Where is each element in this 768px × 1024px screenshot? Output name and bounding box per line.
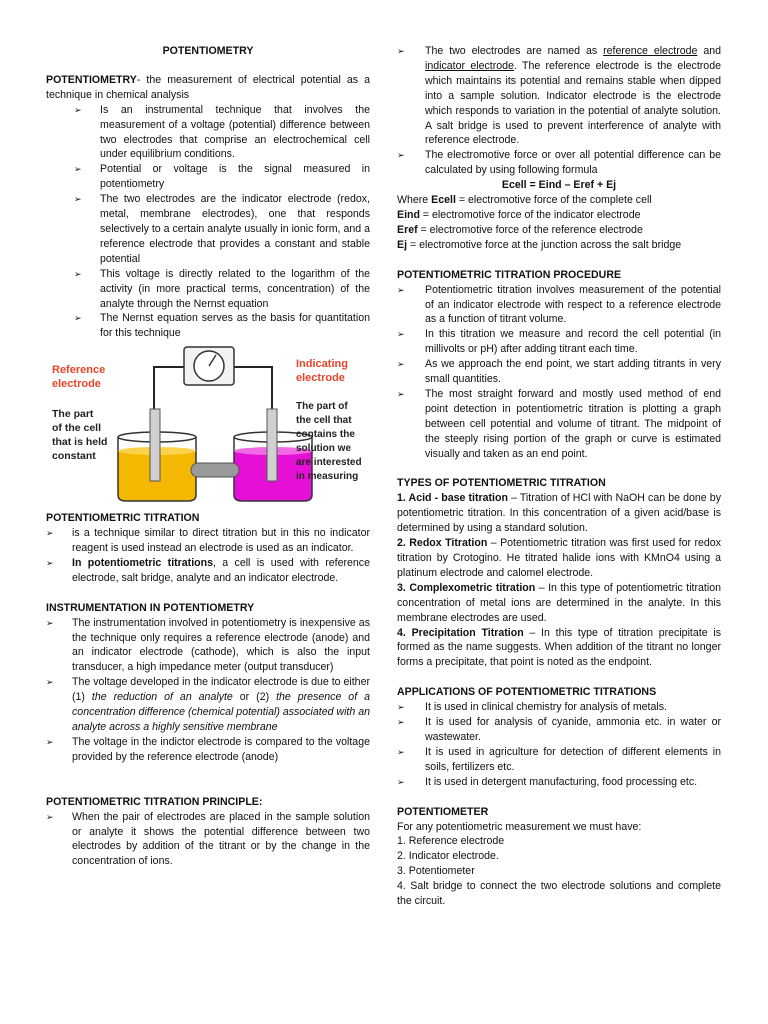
indicating-label-line2: electrode bbox=[296, 372, 345, 385]
section-heading-principle: POTENTIOMETRIC TITRATION PRINCIPLE: bbox=[46, 795, 263, 808]
numbered-item: 4. Salt bridge to connect the two electrode solutions and complete the circuit. bbox=[397, 880, 721, 908]
list-item: ➢ The most straight forward and mostly used method of end point detection in potentiometric titration is plotting a graph between cell potential and volume of titrant. The midpoint of the steeply rising portion of the graph or curve is estimated visually and taken as an end point. bbox=[397, 387, 721, 460]
definition-line: Ej = electromotive force at the junction across the salt bridge bbox=[397, 238, 682, 251]
arrow-bullet-icon: ➢ bbox=[46, 677, 54, 688]
cell-note-line: of the cell bbox=[52, 422, 102, 435]
page-title: POTENTIOMETRY bbox=[162, 45, 254, 57]
arrow-bullet-icon: ➢ bbox=[46, 617, 54, 628]
arrow-bullet-icon: ➢ bbox=[397, 717, 405, 728]
potentiometer-intro: For any potentiometric measurement we must have: bbox=[397, 820, 642, 833]
list-item: ➢ The electromotive force or over all potential difference can be calculated by using following formula bbox=[397, 149, 721, 177]
type-paragraph: 2. Redox Titration – Potentiometric titration was first used for redox titration by Crotogino. He titrated halide ions with KMnO4 using a platinum electrode and calomel electrode. bbox=[397, 537, 721, 579]
list-item: ➢ The two electrodes are the indicator electrode (redox, metal, membrane electrodes), one that responds selectively to a certain analyte usually in ionic form, and a reference electrode that provides a constant and stable potential bbox=[74, 193, 370, 265]
list-item: ➢ It is used in agriculture for detection of different elements in soils, fertilizers etc. bbox=[397, 745, 721, 773]
cell-note-line: The part bbox=[52, 408, 94, 421]
arrow-bullet-icon: ➢ bbox=[46, 736, 54, 747]
section-heading-applications: APPLICATIONS OF POTENTIOMETRIC TITRATIONS bbox=[397, 686, 657, 699]
cell-note-line: contains the bbox=[296, 429, 355, 441]
list-item: ➢ In potentiometric titrations, a cell is used with reference electrode, salt bridge, analyte and an indicator electrode. bbox=[46, 556, 370, 584]
cell-note-line: The part of bbox=[296, 401, 348, 413]
list-item: ➢ The Nernst equation serves as the basis for quantitation for this technique bbox=[74, 312, 370, 340]
definition-paragraph bbox=[46, 73, 370, 103]
type-paragraph: 3. Complexometric titration – In this type of potentiometric titration concentration of metal ions are determined in the analyte. In this membrane electrodes are used. bbox=[397, 581, 722, 624]
arrow-bullet-icon: ➢ bbox=[397, 746, 405, 757]
section-heading-types: TYPES OF POTENTIOMETRIC TITRATION bbox=[397, 477, 606, 490]
cell-note-line: in measuring bbox=[296, 471, 359, 483]
type-paragraph: 1. Acid - base titration – Titration of HCl with NaOH can be done by potentiometric titration. In this concentration of a given acid/base is determined by using a standard solution. bbox=[397, 492, 721, 535]
arrow-bullet-icon: ➢ bbox=[397, 150, 405, 161]
list-item: ➢ When the pair of electrodes are placed in the sample solution or analyte it shows the potential difference between two electrodes by addition of the titrant or by the change in the concentration of ions. bbox=[46, 810, 370, 868]
list-item: ➢ is a technique similar to direct titration but in this no indicator reagent is used instead an electrode is used as an indicator. bbox=[46, 527, 370, 555]
list-item: ➢ It is used in detergent manufacturing, food processing etc. bbox=[397, 775, 698, 788]
list-item: ➢ Potential or voltage is the signal measured in potentiometry bbox=[74, 163, 370, 191]
list-item: ➢ This voltage is directly related to the logarithm of the activity (in more practical terms, concentration) of the analyte through the Nernst equation bbox=[74, 267, 370, 310]
arrow-bullet-icon: ➢ bbox=[397, 284, 405, 295]
section-heading-potentiometer: POTENTIOMETER bbox=[397, 805, 489, 818]
reference-label-line1: Reference bbox=[52, 364, 106, 377]
voltmeter-icon bbox=[184, 347, 234, 385]
cell-note-line: are interested bbox=[296, 457, 362, 469]
list-item: ➢ It is used in clinical chemistry for analysis of metals. bbox=[397, 701, 667, 714]
arrow-bullet-icon: ➢ bbox=[46, 811, 54, 822]
arrow-bullet-icon: ➢ bbox=[397, 702, 405, 713]
numbered-item: 3. Potentiometer bbox=[397, 865, 475, 878]
list-item: ➢ The voltage developed in the indicator electrode is due to either (1) the reduction of an analyte or (2) the presence of a concentration difference (chemical potential) associated with an analyte across a highly sensitive membrane bbox=[46, 676, 370, 733]
section-heading-procedure: POTENTIOMETRIC TITRATION PROCEDURE bbox=[397, 268, 622, 281]
arrow-bullet-icon: ➢ bbox=[397, 776, 405, 787]
definition-text: - the measurement of electrical potential as a technique in chemical analysis bbox=[46, 73, 370, 101]
cell-note-line: constant bbox=[52, 450, 96, 463]
list-item: ➢ Potentiometric titration involves measurement of the potential of an indicator electrode with respect to a reference electrode as a function of titrant volume. bbox=[397, 283, 721, 326]
cell-note-line: the cell that bbox=[296, 415, 352, 427]
list-item: ➢ The instrumentation involved in potentiometry is inexpensive as the technique only requires a reference electrode (anode) and an indicator electrode (cathode), which is also the input transducer, a high impedance meter (output transducer) bbox=[46, 616, 370, 674]
list-item: ➢ Is an instrumental technique that involves the measurement of a voltage (potential) difference between two electrodes that comprise an electrochemical cell under equilibrium conditions. bbox=[74, 103, 370, 161]
arrow-bullet-icon: ➢ bbox=[46, 557, 54, 568]
arrow-bullet-icon: ➢ bbox=[397, 359, 405, 370]
arrow-bullet-icon: ➢ bbox=[74, 313, 82, 324]
definition-term: POTENTIOMETRY bbox=[46, 73, 137, 86]
list-item: ➢ The voltage in the indictor electrode is compared to the voltage provided by the reference electrode (anode) bbox=[46, 735, 370, 763]
list-item: ➢ The two electrodes are named as reference electrode and indicator electrode. The reference electrode is the electrode which maintains its potential and remains stable when dipped into a sample solution. Indicator electrode is the electrode which responds to variation in the potential of analyte solution. A salt bridge is used to prevent interference of analyte with reference electrode. bbox=[397, 45, 722, 147]
arrow-bullet-icon: ➢ bbox=[397, 388, 405, 399]
section-heading-titration: POTENTIOMETRIC TITRATION bbox=[46, 512, 200, 525]
type-paragraph: 4. Precipitation Titration – In this type of titration precipitate is formed as the name suggests. When addition of the titrant no longer forms a precipitate, that point is noted as the endpoint. bbox=[397, 626, 721, 669]
definition-line: Eref = electromotive force of the reference electrode bbox=[397, 223, 643, 236]
indicating-label-line1: Indicating bbox=[296, 358, 348, 371]
list-item: ➢ As we approach the end point, we start adding titrants in very small quantities. bbox=[397, 358, 721, 386]
electrochemical-cell-diagram bbox=[46, 345, 370, 505]
arrow-bullet-icon: ➢ bbox=[74, 164, 82, 175]
right-column bbox=[397, 44, 721, 909]
section-heading-instrumentation: INSTRUMENTATION IN POTENTIOMETRY bbox=[46, 601, 255, 614]
arrow-bullet-icon: ➢ bbox=[74, 194, 82, 205]
numbered-item: 1. Reference electrode bbox=[397, 835, 505, 848]
left-column bbox=[46, 44, 370, 869]
salt-bridge bbox=[191, 463, 239, 477]
emf-formula: Ecell = Eind – Eref + Ej bbox=[501, 179, 617, 192]
definition-line: Eind = electromotive force of the indicator electrode bbox=[397, 208, 641, 221]
numbered-item: 2. Indicator electrode. bbox=[397, 850, 499, 863]
list-item: ➢ In this titration we measure and record the cell potential (in millivolts or pH) after adding titrant each time. bbox=[397, 328, 721, 356]
arrow-bullet-icon: ➢ bbox=[74, 104, 82, 115]
arrow-bullet-icon: ➢ bbox=[397, 329, 405, 340]
definition-line: Where Ecell = electromotive force of the complete cell bbox=[397, 194, 652, 207]
cell-note-line: solution we bbox=[296, 443, 351, 455]
arrow-bullet-icon: ➢ bbox=[46, 528, 54, 539]
reference-label-line2: electrode bbox=[52, 378, 101, 391]
cell-note-line: that is held bbox=[52, 436, 108, 449]
arrow-bullet-icon: ➢ bbox=[74, 268, 82, 279]
list-item: ➢ It is used for analysis of cyanide, ammonia etc. in water or wastewater. bbox=[397, 716, 721, 743]
arrow-bullet-icon: ➢ bbox=[397, 46, 405, 56]
reference-beaker bbox=[118, 409, 196, 501]
